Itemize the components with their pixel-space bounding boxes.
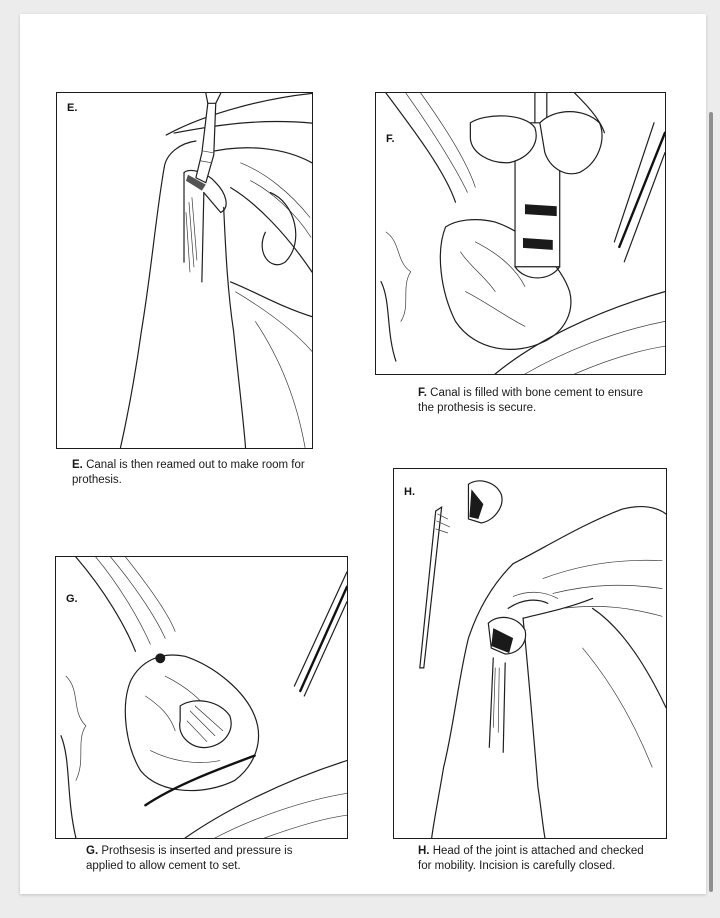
caption-e-text: Canal is then reamed out to make room for prothesis. (72, 459, 305, 486)
scrollbar[interactable] (709, 112, 713, 892)
reaming-illustration (57, 93, 312, 448)
closure-illustration (394, 469, 666, 838)
caption-g-lead: G. (86, 845, 99, 857)
prosthesis-insertion-illustration (56, 557, 347, 838)
cement-filling-illustration (376, 93, 665, 374)
caption-e-lead: E. (72, 459, 83, 471)
caption-e (72, 458, 312, 488)
caption-f-lead: F. (418, 387, 427, 399)
caption-g (86, 844, 321, 874)
caption-f (418, 386, 658, 416)
caption-h (418, 844, 658, 874)
panel-e-label: E. (67, 102, 78, 114)
illustration-panel-e (56, 92, 313, 449)
panel-f-label: F. (386, 133, 395, 145)
illustration-panel-g (55, 556, 348, 839)
panel-h-label: H. (404, 486, 415, 498)
caption-h-lead: H. (418, 845, 430, 857)
caption-f-text: Canal is filled with bone cement to ensure the prothesis is secure. (418, 387, 644, 414)
caption-h-text: Head of the joint is attached and checked for mobility. Incision is carefully closed. (418, 845, 644, 872)
illustration-panel-h (393, 468, 667, 839)
illustration-panel-f (375, 92, 666, 375)
panel-g-label: G. (66, 593, 78, 605)
caption-g-text: Prothsesis is inserted and pressure is applied to allow cement to set. (86, 845, 293, 872)
